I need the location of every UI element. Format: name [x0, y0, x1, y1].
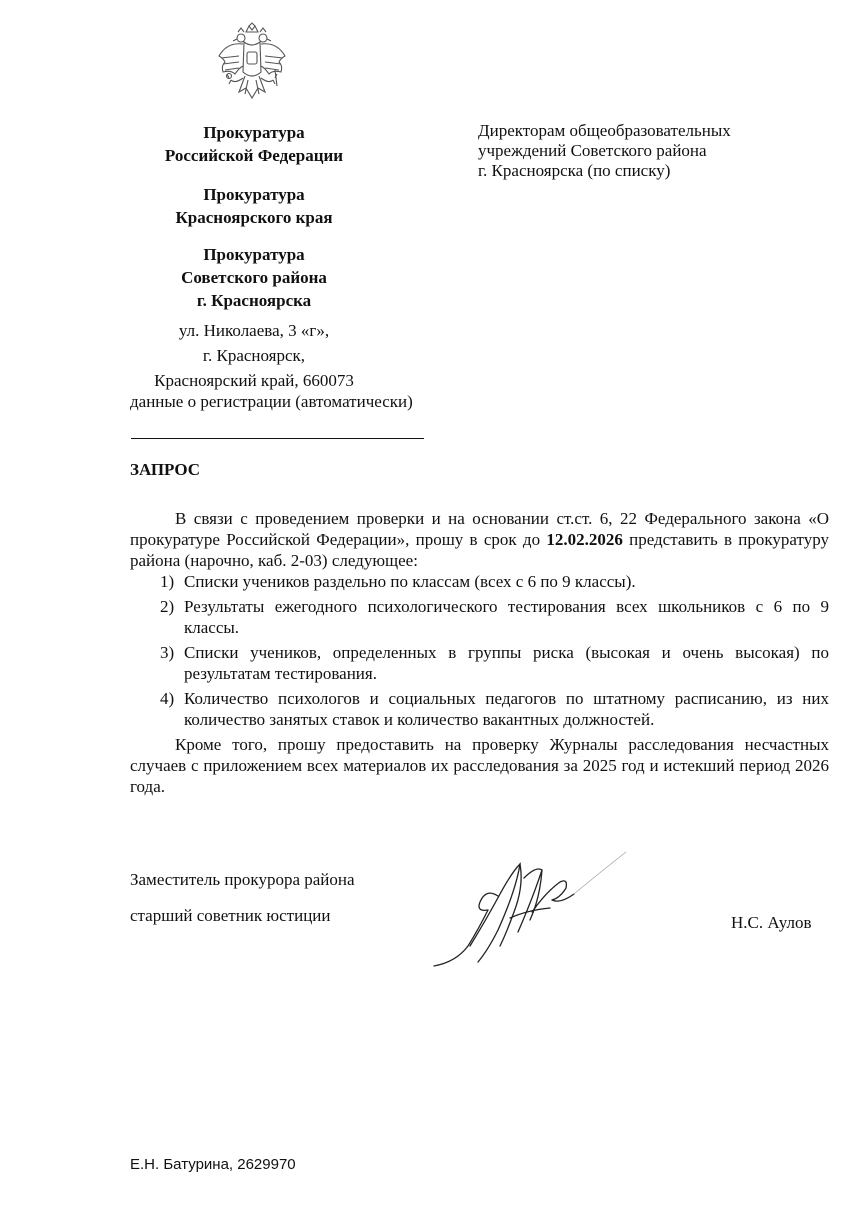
- list-item-text: Количество психологов и социальных педагогов по штатному расписанию, из них количество занятых ставок и количество вакантных должностей.: [184, 689, 829, 729]
- org-line: Красноярского края: [175, 208, 333, 227]
- registration-data: данные о регистрации (автоматически): [130, 392, 413, 411]
- coat-of-arms-icon: [213, 22, 291, 106]
- intro-text-end: представить в прокуратуру района (нарочно, каб. 2-03) следующее:: [130, 530, 829, 570]
- list-item-text: Результаты ежегодного психологического тестирования всех школьников с 6 по 9 классы.: [184, 597, 829, 637]
- org-line: Прокуратура: [203, 185, 305, 204]
- org-block-krai: [120, 183, 388, 229]
- document-body: [130, 508, 829, 797]
- executor-contact: Е.Н. Батурина, 2629970: [130, 1156, 296, 1173]
- list-item: [130, 571, 829, 592]
- list-item: [130, 596, 829, 638]
- recipient-line: Директорам общеобразовательных: [478, 121, 731, 140]
- org-line: Прокуратура: [203, 245, 305, 264]
- address-block: [120, 318, 388, 393]
- recipient-line: учреждений Советского района: [478, 141, 707, 160]
- closing-paragraph: Кроме того, прошу предоставить на проверку Журналы расследования несчастных случаев с приложением всех материалов их расследования за 2025 год и истекший период 2026 года.: [130, 735, 829, 796]
- recipient-line: г. Красноярска (по списку): [478, 161, 671, 180]
- request-list: [130, 571, 829, 730]
- deadline-date: 12.02.2026: [546, 530, 623, 549]
- list-number: 4): [160, 689, 175, 708]
- list-item-text: Списки учеников, определенных в группы риска (высокая и очень высокая) по результатам тестирования.: [184, 643, 829, 683]
- org-line: г. Красноярска: [196, 291, 312, 310]
- address-line: г. Красноярск,: [202, 346, 306, 365]
- address-line: Красноярский край, 660073: [154, 371, 354, 390]
- org-block-federation: [120, 121, 388, 167]
- intro-text: В связи с проведением проверки и на основании ст.ст. 6, 22 Федерального закона «О прокуратуре Российской Федерации», прошу в срок до: [130, 509, 829, 549]
- list-number: 2): [160, 597, 175, 616]
- org-line: Советского района: [181, 268, 327, 287]
- list-item: [130, 688, 829, 730]
- handwritten-signature: [428, 850, 628, 972]
- registration-underline: [131, 438, 424, 439]
- signer-rank: старший советник юстиции: [130, 906, 331, 925]
- org-line: Российской Федерации: [164, 146, 344, 165]
- list-item: [130, 642, 829, 684]
- org-block-district: [120, 243, 388, 312]
- list-number: 3): [160, 643, 175, 662]
- document-title: ЗАПРОС: [130, 460, 201, 479]
- list-item-text: Списки учеников раздельно по классам (всех с 6 по 9 классы).: [184, 572, 636, 591]
- recipient-block: [478, 121, 731, 181]
- signer-name: Н.С. Аулов: [731, 913, 812, 932]
- address-line: ул. Николаева, 3 «г»,: [178, 321, 330, 340]
- signer-position: Заместитель прокурора района: [130, 870, 355, 889]
- intro-paragraph: [130, 508, 829, 571]
- org-line: Прокуратура: [203, 123, 305, 142]
- list-number: 1): [160, 572, 175, 591]
